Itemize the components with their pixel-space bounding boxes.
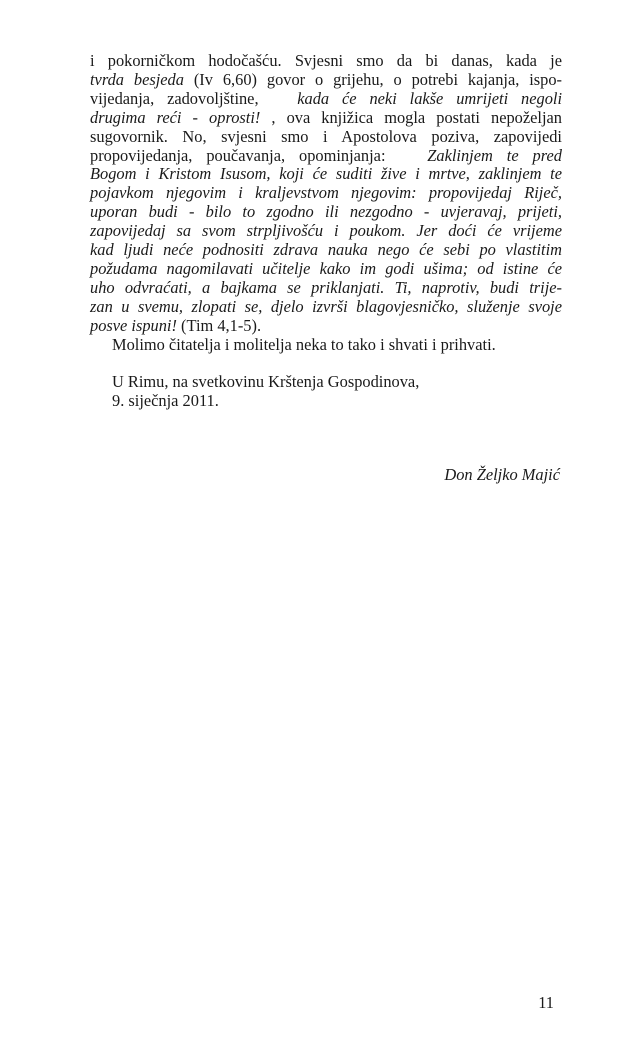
quote-line-9: posve ispuni! (Tim 4,1-5).: [90, 315, 262, 335]
text-line-5: sugovornik. No, svjesni smo i Apostolova poziva, zapovijedi: [90, 126, 562, 146]
quote-line-2: pojavkom njegovim i kraljevstvom njegovim: propovijedaj Riječ,: [90, 183, 562, 203]
date-line: 9. siječnja 2011.: [112, 391, 219, 411]
quote-line-3: uporan budi - bilo to zgodno ili nezgodno - uvjeravaj, prijeti,: [90, 202, 562, 222]
quote-line-8: zan u svemu, zlopati se, djelo izvrši blagovjesničko, služenje svoje: [90, 296, 562, 316]
emphasis-tvrda-besjeda: tvrda besjeda: [90, 69, 184, 89]
author-signature: Don Željko Majić: [444, 465, 560, 484]
closing-line: Molimo čitatelja i molitelja neka to tako i shvati i prihvati.: [112, 334, 496, 354]
quote-line-6: požudama nagomilavati učitelje kako im godi ušima; od istine će: [90, 258, 562, 278]
quote-line-5: kad ljudi neće podnositi zdrava nauka nego će sebi po vlastitim: [90, 240, 562, 260]
page-number: 11: [538, 993, 554, 1012]
text-line-6: propovijedanja, poučavanja, opominjanja: Zaklinjem te pred: [90, 145, 562, 165]
quote-line-7: uho odvraćati, a bajkama se priklanjati. Ti, naprotiv, budi trije-: [90, 277, 562, 297]
quote-line-1: Bogom i Kristom Isusom, koji će suditi žive i mrtve, zaklinjem te: [90, 164, 562, 184]
text-line-2: tvrda besjeda (Iv 6,60) govor o grijehu, o potrebi kajanja, ispo-: [90, 69, 562, 89]
text-line-4: drugima reći - oprosti! , ova knjižica mogla postati nepoželjan: [90, 107, 562, 127]
body-text: [90, 52, 562, 411]
quote-line-4: zapovijedaj sa svom strpljivošću i poukom. Jer doći će vrijeme: [90, 221, 562, 241]
text-line-3: vijedanja, zadovoljštine, kada će neki lakše umrijeti negoli: [90, 88, 562, 108]
text-line-1: i pokorničkom hodočašću. Svjesni smo da bi danas, kada je: [90, 51, 562, 70]
place-line: U Rimu, na svetkovinu Krštenja Gospodinova,: [112, 372, 420, 392]
paragraph-gap: [90, 355, 562, 374]
